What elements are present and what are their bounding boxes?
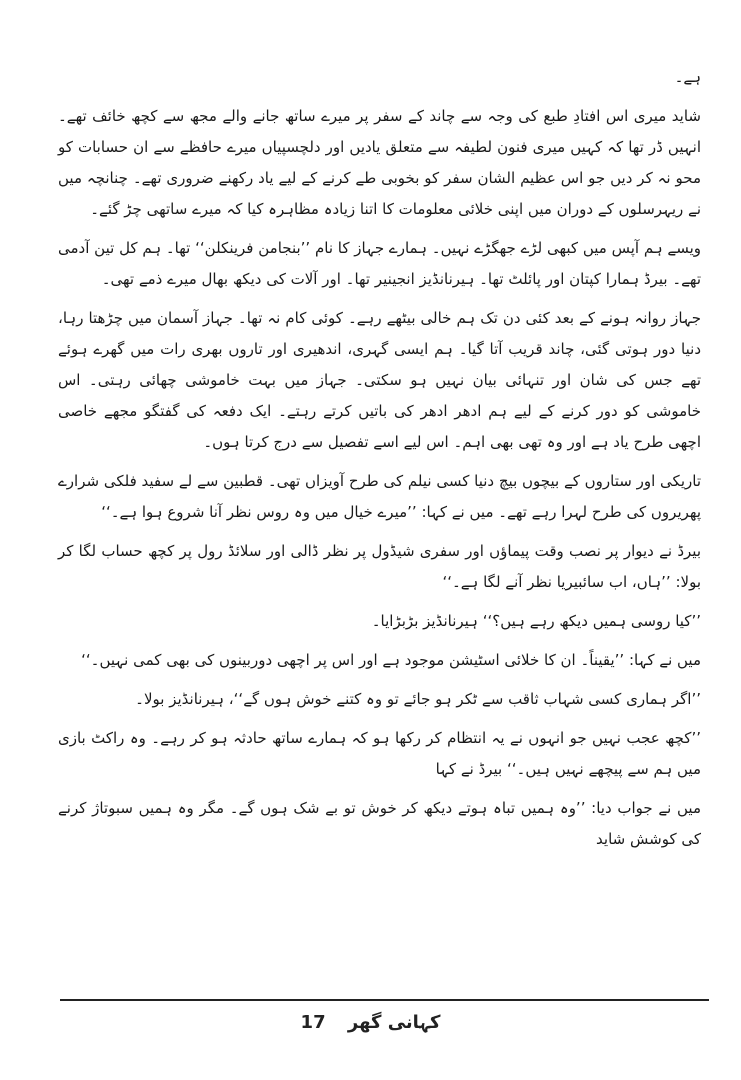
paragraph: تاریکی اور ستاروں کے بیچوں بیچ دنیا کسی نیلم کی طرح آویزاں تھی۔ قطبین سے لے سفید فلکی شرارے پھریروں کی طرح لہرا رہے تھے۔ میں نے کہا: ’’میرے خیال میں وہ روس نظر آنا شروع ہوا ہے۔‘‘	[58, 472, 701, 521]
paragraph: ویسے ہم آپس میں کبھی لڑے جھگڑے نہیں۔ ہمارے جہاز کا نام ’’بنجامن فرینکلن‘‘ تھا۔ ہم کل تین آدمی تھے۔ بیرڈ ہمارا کپتان اور پائلٹ تھا۔ ہیرنانڈیز انجینیر تھا۔ اور آلات کی دیکھ بھال میرے ذمے تھی۔	[58, 239, 701, 288]
paragraph: ’’کیا روسی ہمیں دیکھ رہے ہیں؟‘‘ ہیرنانڈیز بڑبڑایا۔	[371, 612, 701, 630]
footer-divider	[60, 999, 709, 1001]
paragraph: ’’کچھ عجب نہیں جو انہوں نے یہ انتظام کر رکھا ہو کہ ہمارے ساتھ حادثہ ہو کر رہے۔ وہ راکٹ بازی میں ہم سے پیچھے نہیں ہیں۔‘‘ بیرڈ نے کہا	[58, 729, 701, 778]
paragraph: شاید میری اس افتادِ طبع کی وجہ سے چاند کے سفر پر میرے ساتھ جانے والے مجھ سے کچھ خائف تھے۔ انہیں ڈر تھا کہ کہیں میری فنون لطیفہ سے متعلق یادیں اور دلچسپیاں میرے حافظے سے ان حسابات کو محو نہ کر دیں جو اس عظیم الشان سفر کو بخوبی طے کرنے کے لیے یاد رکھنے ضروری تھے۔ چنانچہ میں نے ریہرسلوں کے دوران میں اپنی خلائی معلومات کا اتنا زیادہ مظاہرہ کیا کہ میرے ساتھی چڑ گئے۔	[58, 107, 701, 218]
paragraph: جہاز روانہ ہونے کے بعد کئی دن تک ہم خالی بیٹھے رہے۔ کوئی کام نہ تھا۔ جہاز آسمان میں چڑھتا رہا، دنیا دور ہوتی گئی، چاند قریب آتا گیا۔ ہم ایسی گہری، اندھیری اور تاروں بھری رات میں گھرے ہوئے تھے جس کی شان اور تنہائی بیان نہیں ہو سکتی۔ جہاز میں بہت خاموشی چھائی رہتی۔ اس خاموشی کو دور کرنے کے لیے ہم ادھر ادھر کی باتیں کرتے رہتے۔ ایک دفعہ کی گفتگو مجھے خاصی اچھی طرح یاد ہے اور وہ تھی بھی اہم۔ اس لیے اسے تفصیل سے درج کرتا ہوں۔	[58, 309, 701, 451]
page-footer	[0, 1012, 741, 1033]
page-number: 17	[300, 1012, 326, 1033]
paragraph: میں نے جواب دیا: ’’وہ ہمیں تباہ ہوتے دیکھ کر خوش تو بے شک ہوں گے۔ مگر وہ ہمیں سبوتاژ کرنے کی کوشش شاید	[58, 799, 701, 848]
paragraph: ہے۔	[674, 68, 701, 86]
paragraph: بیرڈ نے دیوار پر نصب وقت پیماؤں اور سفری شیڈول پر نظر ڈالی اور سلائڈ رول پر کچھ حساب لگا کر بولا: ’’ہاں، اب سائبیریا نظر آنے لگا ہے۔‘‘	[58, 542, 701, 591]
paragraph: میں نے کہا: ’’یقیناً۔ ان کا خلائی اسٹیشن موجود ہے اور اس پر اچھی دوربینوں کی بھی کمی نہیں۔‘‘	[81, 651, 701, 669]
magazine-name: کہانی گھر	[347, 1012, 441, 1033]
paragraph: ’’اگر ہماری کسی شہاب ثاقب سے ٹکر ہو جائے تو وہ کتنے خوش ہوں گے‘‘، ہیرنانڈیز بولا۔	[135, 690, 701, 708]
story-text	[58, 62, 701, 863]
